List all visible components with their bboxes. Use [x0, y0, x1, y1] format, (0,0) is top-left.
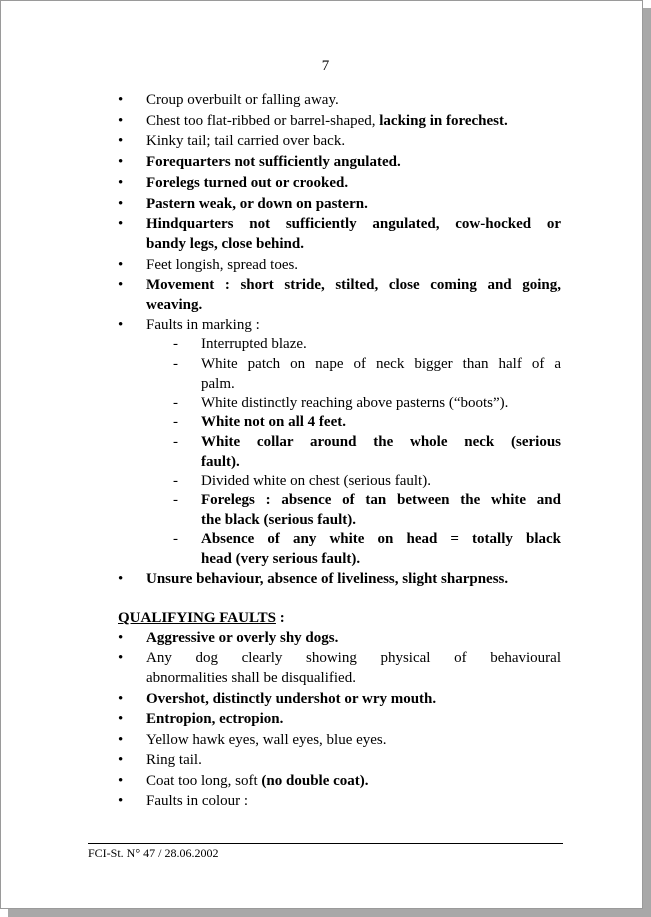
section-heading: QUALIFYING FAULTS : — [118, 610, 285, 626]
bold-text: fault). — [201, 454, 240, 470]
plain-text: White distinctly reaching above pasterns (“boots”). — [201, 395, 509, 411]
bold-text: Hindquarters not sufficiently angulated, cow-hocked or — [146, 216, 561, 232]
list-item-text — [146, 771, 369, 791]
footer-rule — [88, 843, 563, 844]
list-item-text — [146, 791, 248, 811]
bullet-point: • — [118, 133, 124, 149]
list-item-text — [201, 354, 561, 374]
bullet-point: • — [118, 216, 124, 232]
page-number: 7 — [321, 58, 330, 74]
plain-text: Yellow hawk eyes, wall eyes, blue eyes. — [146, 732, 387, 748]
list-item-text — [146, 315, 260, 335]
bullet-point: • — [118, 317, 124, 333]
bold-text: lacking in forechest. — [379, 113, 508, 129]
plain-text: Interrupted blaze. — [201, 336, 307, 352]
bold-text: Overshot, distinctly undershot or wry mouth. — [146, 691, 437, 707]
list-item-text — [146, 668, 356, 688]
list-item-text — [146, 152, 401, 172]
list-item-text — [201, 471, 431, 491]
dash-marker: - — [173, 336, 178, 352]
list-item-text — [146, 173, 348, 193]
list-item-text — [146, 111, 508, 131]
bold-text: Pastern weak, or down on pastern. — [146, 196, 368, 212]
bold-text: White not on all 4 feet. — [201, 414, 346, 430]
plain-text: Kinky tail; tail carried over back. — [146, 133, 346, 149]
plain-text: Faults in colour : — [146, 793, 249, 809]
list-item-text — [201, 412, 346, 432]
bullet-point: • — [118, 630, 124, 646]
dash-marker: - — [173, 395, 178, 411]
page-shadow-bottom — [8, 909, 651, 917]
list-item-text — [146, 194, 368, 214]
bullet-point: • — [118, 92, 124, 108]
list-item-text — [201, 549, 360, 569]
bullet-point: • — [118, 732, 124, 748]
bullet-point: • — [118, 196, 124, 212]
plain-text: Coat too long, soft — [146, 773, 262, 789]
plain-text: abnormalities shall be disqualified. — [146, 670, 356, 686]
bold-text: Forelegs : absence of tan between the white and — [201, 492, 561, 508]
list-item-text — [201, 432, 561, 452]
plain-text: Divided white on chest (serious fault). — [201, 473, 431, 489]
bullet-point: • — [118, 773, 124, 789]
plain-text: palm. — [201, 376, 235, 392]
list-item-text — [201, 510, 356, 530]
bullet-point: • — [118, 793, 124, 809]
bold-text: weaving. — [146, 297, 203, 313]
list-item-text — [146, 275, 561, 295]
list-item-text — [146, 689, 436, 709]
list-item-text — [146, 569, 508, 589]
bullet-point: • — [118, 154, 124, 170]
dash-marker: - — [173, 492, 178, 508]
plain-text: Ring tail. — [146, 752, 202, 768]
list-item-text — [146, 90, 339, 110]
bold-text: Forelegs turned out or crooked. — [146, 175, 349, 191]
bullet-point: • — [118, 691, 124, 707]
bullet-point: • — [118, 277, 124, 293]
bold-text: Forequarters not sufficiently angulated. — [146, 154, 401, 170]
list-item-text — [146, 255, 298, 275]
bold-text: head (very serious fault). — [201, 551, 361, 567]
plain-text: White patch on nape of neck bigger than half of a — [201, 356, 561, 372]
section-heading-text: QUALIFYING FAULTS — [118, 610, 276, 626]
bullet-point: • — [118, 650, 124, 666]
list-item-text — [146, 234, 304, 254]
page-shadow-right — [643, 8, 651, 917]
bullet-point: • — [118, 752, 124, 768]
footer-text: FCI-St. N° 47 / 28.06.2002 — [88, 846, 219, 860]
list-item-text — [146, 648, 561, 668]
plain-text: Any dog clearly showing physical of behavioural — [146, 650, 561, 666]
bullet-point: • — [118, 711, 124, 727]
dash-marker: - — [173, 531, 178, 547]
bold-text: Unsure behaviour, absence of liveliness, slight sharpness. — [146, 571, 509, 587]
dash-marker: - — [173, 356, 178, 372]
bullet-point: • — [118, 175, 124, 191]
plain-text: Feet longish, spread toes. — [146, 257, 299, 273]
list-item-text — [146, 295, 202, 315]
list-item-text — [146, 214, 561, 234]
bullet-point: • — [118, 571, 124, 587]
list-item-text — [146, 750, 202, 770]
list-item-text — [201, 490, 561, 510]
bold-text: (no double coat). — [261, 773, 369, 789]
plain-text: Faults in marking : — [146, 317, 260, 333]
plain-text: Chest too flat-ribbed or barrel-shaped, — [146, 113, 380, 129]
list-item-text — [201, 529, 561, 549]
bold-text: White collar around the whole neck (serious — [201, 434, 561, 450]
bold-text: bandy legs, close behind. — [146, 236, 304, 252]
list-item-text — [201, 334, 307, 354]
bullet-point: • — [118, 113, 124, 129]
dash-marker: - — [173, 414, 178, 430]
bold-text: the black (serious fault). — [201, 512, 356, 528]
list-item-text — [146, 628, 338, 648]
bullet-point: • — [118, 257, 124, 273]
list-item-text — [201, 452, 240, 472]
bold-text: Absence of any white on head = totally black — [201, 531, 561, 547]
dash-marker: - — [173, 473, 178, 489]
list-item-text — [146, 131, 345, 151]
list-item-text — [201, 374, 235, 394]
bold-text: Movement : short stride, stilted, close coming and going, — [146, 277, 561, 293]
list-item-text — [146, 730, 387, 750]
bold-text: Entropion, ectropion. — [146, 711, 284, 727]
plain-text: Croup overbuilt or falling away. — [146, 92, 339, 108]
bold-text: Aggressive or overly shy dogs. — [146, 630, 339, 646]
list-item-text — [146, 709, 283, 729]
dash-marker: - — [173, 434, 178, 450]
list-item-text — [201, 393, 508, 413]
